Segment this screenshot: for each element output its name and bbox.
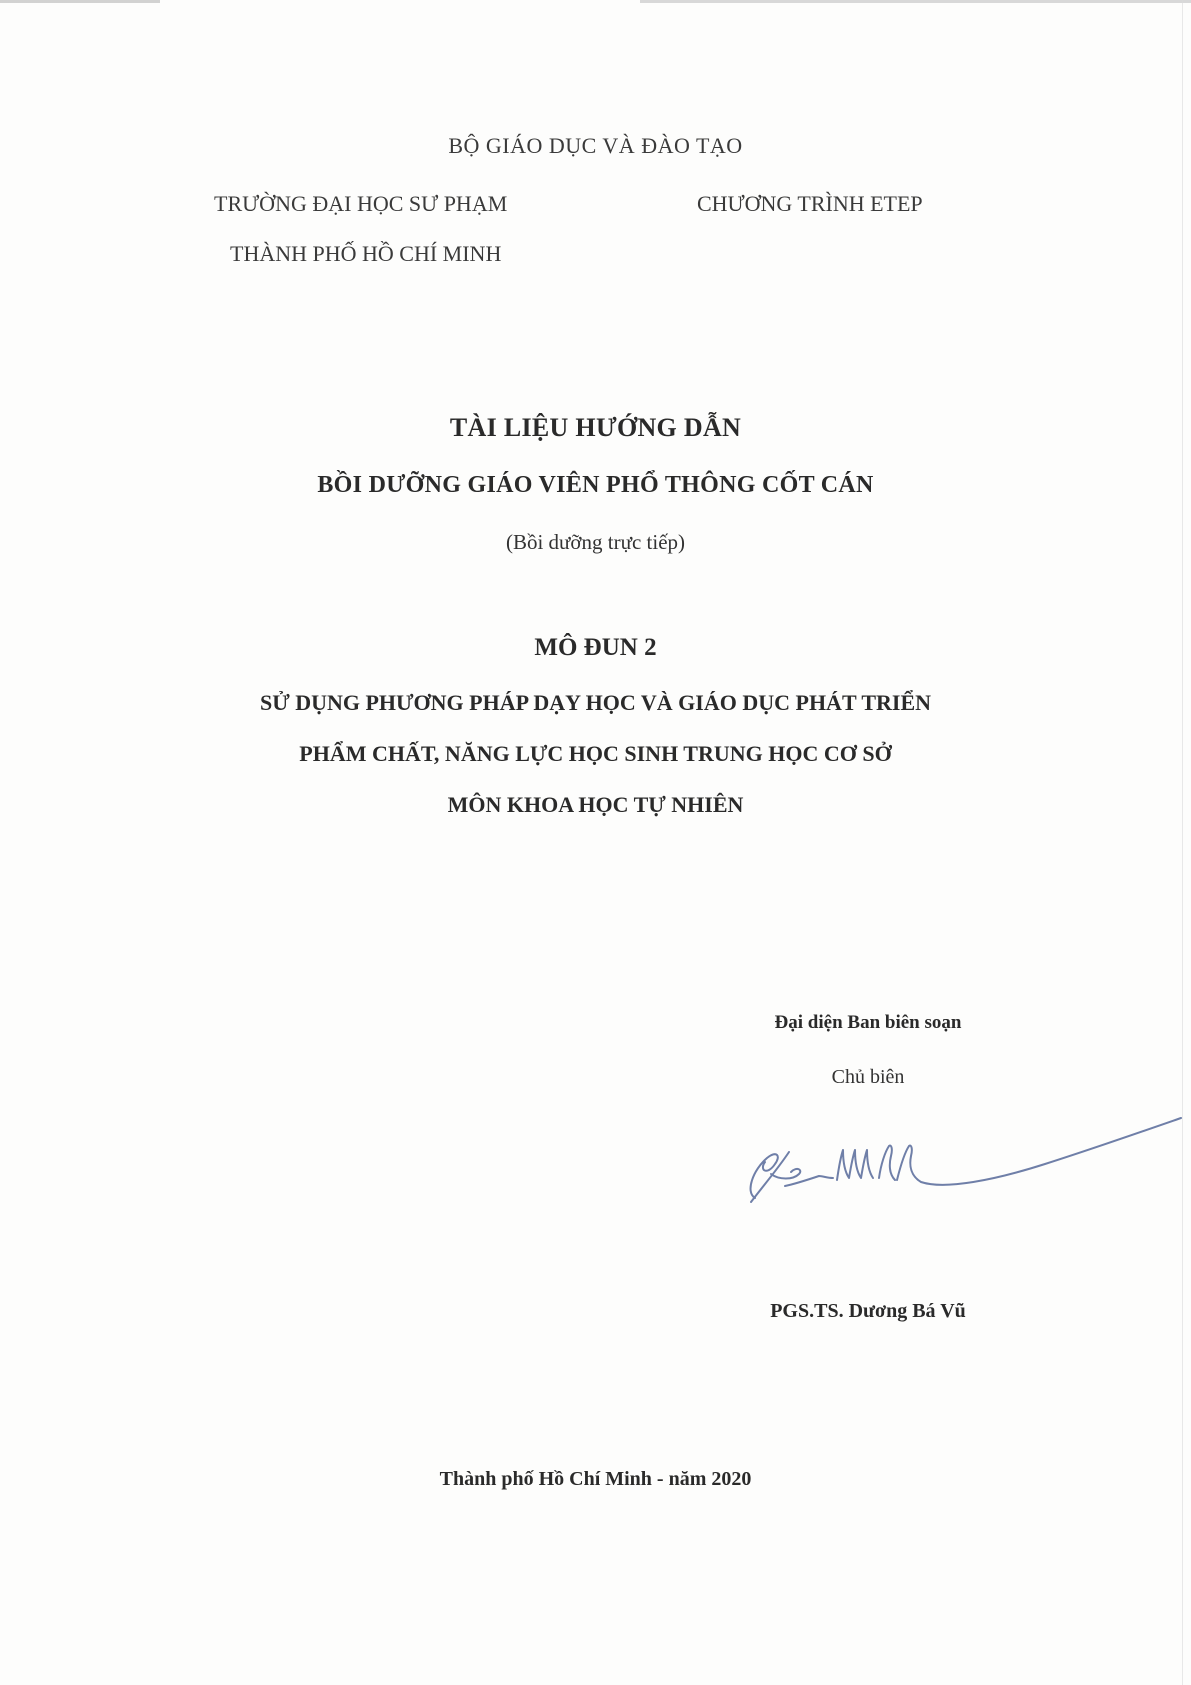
scan-edge-top: [0, 0, 1191, 3]
document-subtitle: (Bồi dưỡng trực tiếp): [505, 530, 686, 554]
ministry-heading: BỘ GIÁO DỤC VÀ ĐÀO TẠO: [448, 133, 743, 158]
chief-editor-title: Chủ biên: [831, 1066, 905, 1088]
university-name-line2: THÀNH PHỐ HỒ CHÍ MINH: [230, 241, 502, 266]
signer-name: PGS.TS. Dương Bá Vũ: [770, 1300, 966, 1322]
module-topic-line2: PHẨM CHẤT, NĂNG LỰC HỌC SINH TRUNG HỌC CƠ SỞ: [299, 741, 892, 766]
place-and-date: Thành phố Hồ Chí Minh - năm 2020: [439, 1468, 752, 1490]
document-subject: BỒI DƯỠNG GIÁO VIÊN PHỔ THÔNG CỐT CÁN: [317, 472, 874, 498]
editorial-board-role: Đại diện Ban biên soạn: [774, 1012, 962, 1033]
program-name: CHƯƠNG TRÌNH ETEP: [697, 191, 923, 216]
university-name-line1: TRƯỜNG ĐẠI HỌC SƯ PHẠM: [214, 191, 508, 216]
module-topic-line1: SỬ DỤNG PHƯƠNG PHÁP DẠY HỌC VÀ GIÁO DỤC PHÁT TRIỂN: [259, 690, 932, 715]
module-topic-line3: MÔN KHOA HỌC TỰ NHIÊN: [447, 792, 744, 817]
document-title: TÀI LIỆU HƯỚNG DẪN: [449, 413, 742, 442]
signature-icon: [715, 1100, 1185, 1210]
scan-edge-right: [1182, 0, 1183, 1685]
module-number: MÔ ĐUN 2: [534, 634, 657, 661]
